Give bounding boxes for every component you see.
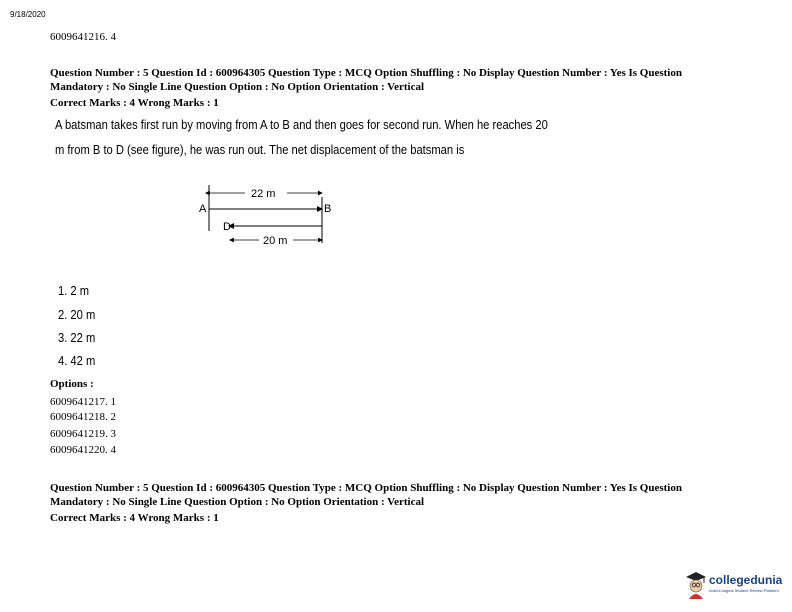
label-a: A <box>199 203 207 215</box>
logo-tagline: India's largest Student Review Platform <box>709 588 779 593</box>
print-date: 9/18/2020 <box>10 10 46 19</box>
question-meta-line1: Question Number : 5 Question Id : 600964305 Question Type : MCQ Option Shuffling : No Display Question Number : Yes Is Question <box>50 67 682 79</box>
graduate-mascot-icon <box>685 570 707 600</box>
question-marks: Correct Marks : 4 Wrong Marks : 1 <box>50 97 219 109</box>
option-id-4: 6009641220. 4 <box>50 444 116 456</box>
option-id-2: 6009641218. 2 <box>50 411 116 423</box>
question-text-line1: A batsman takes first run by moving from A to B and then goes for second run. When he reaches 20 <box>55 117 548 132</box>
answer-choice-4: 4. 42 m <box>58 353 96 368</box>
question-text-line2: m from B to D (see figure), he was run out. The net displacement of the batsman is <box>55 142 465 157</box>
label-20m: 20 m <box>263 235 288 247</box>
question-meta-line2: Mandatory : No Single Line Question Option : No Option Orientation : Vertical <box>50 81 425 93</box>
answer-choice-1: 1. 2 m <box>58 283 90 298</box>
previous-option-id: 6009641216. 4 <box>50 31 116 43</box>
displacement-figure <box>195 183 335 253</box>
logo-wordmark: collegedunia <box>709 573 783 587</box>
next-question-marks: Correct Marks : 4 Wrong Marks : 1 <box>50 512 219 524</box>
label-b: B <box>324 203 332 215</box>
options-heading: Options : <box>50 378 94 390</box>
collegedunia-logo <box>685 570 790 606</box>
next-question-meta-line1: Question Number : 5 Question Id : 600964305 Question Type : MCQ Option Shuffling : No Display Question Number : Yes Is Question <box>50 482 682 494</box>
label-22m: 22 m <box>251 188 276 200</box>
option-id-3: 6009641219. 3 <box>50 428 116 440</box>
label-d: D <box>223 221 231 233</box>
option-id-1: 6009641217. 1 <box>50 396 116 408</box>
next-question-meta-line2: Mandatory : No Single Line Question Option : No Option Orientation : Vertical <box>50 496 425 508</box>
answer-choice-2: 2. 20 m <box>58 307 96 322</box>
answer-choice-3: 3. 22 m <box>58 330 96 345</box>
